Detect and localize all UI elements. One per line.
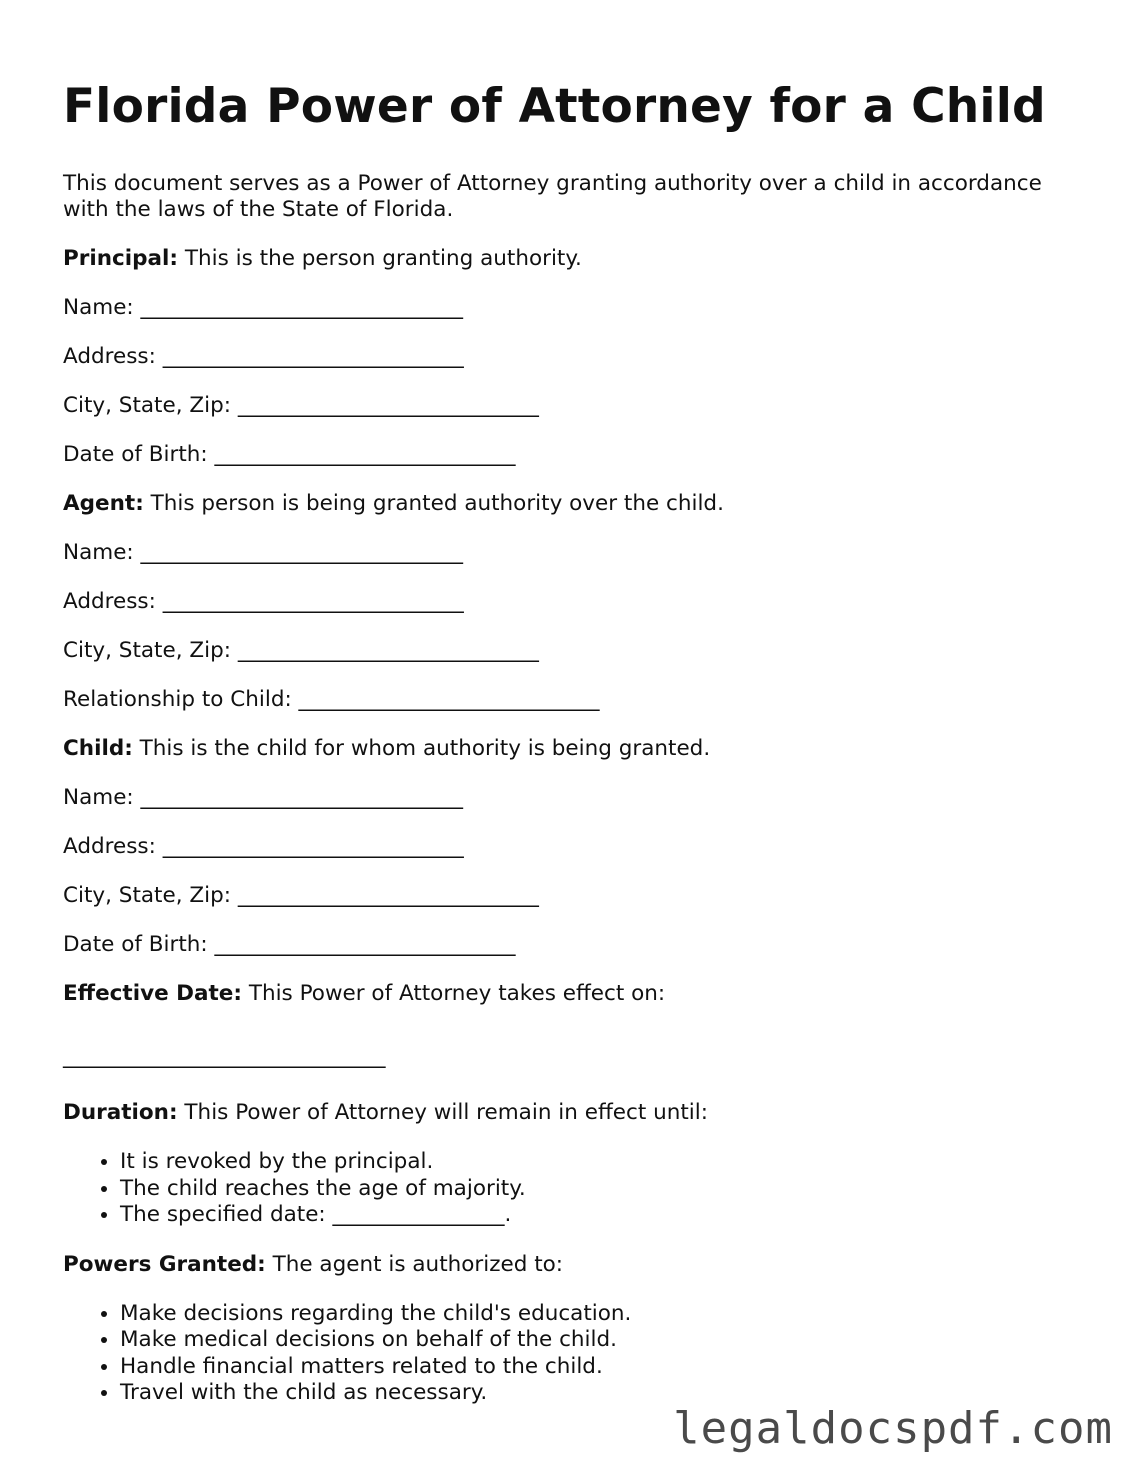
agent-address-field[interactable]: Address: ____________________________ — [63, 589, 464, 614]
principal-description: This is the person granting authority. — [178, 246, 582, 271]
duration-label: Duration: — [63, 1100, 178, 1125]
child-address-field[interactable]: Address: ____________________________ — [63, 834, 464, 859]
child-label: Child: — [63, 736, 133, 761]
effective-date-heading — [63, 981, 1093, 1007]
agent-heading — [63, 491, 1093, 517]
powers-description: The agent is authorized to: — [265, 1251, 564, 1277]
page-title: Florida Power of Attorney for a Child — [63, 79, 1046, 134]
watermark: legaldocspdf.com — [673, 1403, 1113, 1454]
agent-city-state-zip-field[interactable]: City, State, Zip: ____________________________ — [63, 638, 539, 663]
agent-name-field[interactable]: Name: ______________________________ — [63, 540, 464, 565]
effective-date-description: This Power of Attorney takes effect on: — [241, 981, 666, 1006]
list-item: • The child reaches the age of majority. — [120, 1176, 1093, 1203]
duration-heading — [63, 1100, 1093, 1126]
principal-heading — [63, 246, 1093, 272]
list-item: • Make medical decisions on behalf of the child. — [120, 1327, 1093, 1354]
effective-date-label: Effective Date: — [63, 981, 242, 1006]
effective-date-blank[interactable]: ______________________________ — [63, 1044, 386, 1069]
powers-heading — [63, 1252, 1093, 1278]
document-page — [63, 78, 1093, 1434]
child-name-field[interactable]: Name: ______________________________ — [63, 785, 464, 810]
child-description: This is the child for whom authority is being granted. — [132, 736, 711, 761]
powers-list — [63, 1301, 1093, 1407]
intro-paragraph: This document serves as a Power of Attorney granting authority over a child in accordance with the laws of the State of Florida. — [63, 171, 1042, 222]
agent-description: This person is being granted authority over the child. — [143, 491, 724, 516]
child-dob-field[interactable]: Date of Birth: ____________________________ — [63, 932, 516, 957]
principal-city-state-zip-field[interactable]: City, State, Zip: ____________________________ — [63, 393, 539, 418]
duration-description: This Power of Attorney will remain in effect until: — [177, 1100, 708, 1125]
principal-label: Principal: — [63, 246, 179, 271]
list-item: • Make decisions regarding the child's education. — [120, 1301, 1093, 1328]
agent-label: Agent: — [63, 491, 144, 516]
list-item: • It is revoked by the principal. — [120, 1149, 1093, 1176]
principal-address-field[interactable]: Address: ____________________________ — [63, 344, 464, 369]
child-heading — [63, 736, 1093, 762]
list-item: • Travel with the child as necessary. — [120, 1380, 1093, 1407]
agent-relationship-field[interactable]: Relationship to Child: ____________________________ — [63, 687, 600, 712]
child-city-state-zip-field[interactable]: City, State, Zip: ____________________________ — [63, 883, 539, 908]
powers-label: Powers Granted: — [63, 1251, 266, 1277]
duration-list — [63, 1149, 1093, 1229]
principal-dob-field[interactable]: Date of Birth: ____________________________ — [63, 442, 516, 467]
list-item: • Handle financial matters related to the child. — [120, 1354, 1093, 1381]
list-item[interactable]: • The specified date: ________________. — [120, 1202, 1093, 1229]
principal-name-field[interactable]: Name: ______________________________ — [63, 295, 464, 320]
